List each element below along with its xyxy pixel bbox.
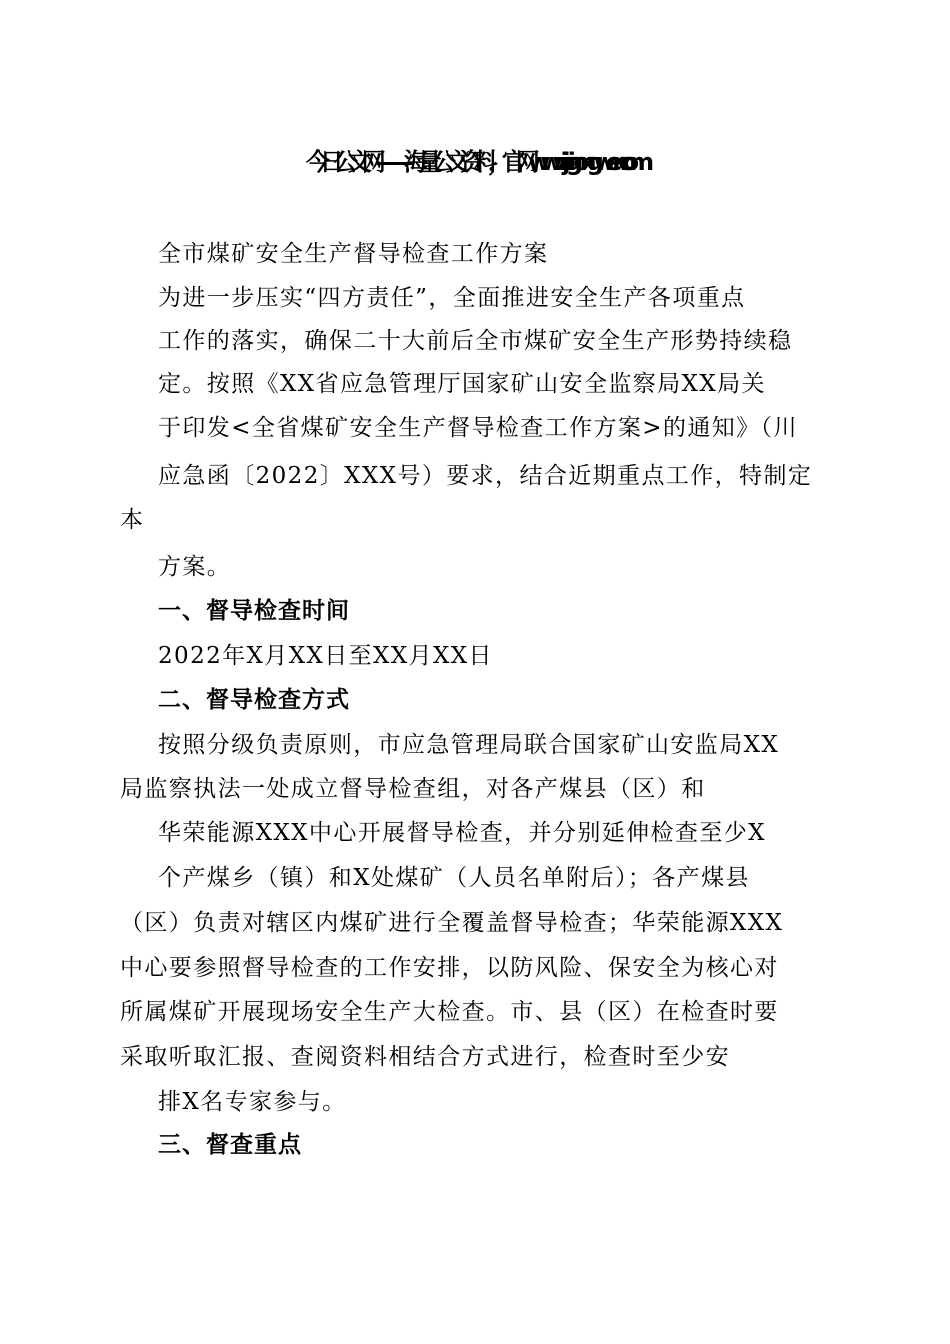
section-line: 采取听取汇报、查阅资料相结合方式进行，检查时至少安	[120, 1044, 730, 1070]
section-line: 个产煤乡（镇）和X处煤矿（人员名单附后）；各产煤县	[158, 865, 750, 891]
section-line: 华荣能源XXX中心开展督导检查，并分别延伸检查至少X	[158, 820, 766, 846]
section-line: 所属煤矿开展现场安全生产大检查。市、县（区）在检查时要	[120, 999, 779, 1025]
section-line: （区）负责对辖区内煤矿进行全覆盖督导检查；华荣能源XXX	[120, 910, 784, 936]
document-title: 全市煤矿安全生产督导检查工作方案	[158, 241, 549, 267]
section-line: 中心要参照督导检查的工作安排，以防风险、保安全为核心对	[120, 955, 779, 981]
intro-line: 定。按照《XX省应急管理厅国家矿山安全监察局XX局关	[158, 371, 766, 397]
intro-line: 应急函〔2022〕XXX号）要求，结合近期重点工作，特制定	[158, 463, 813, 489]
section-heading: 二、督导检查方式	[158, 687, 350, 713]
site-banner: 今日公文网——海量公文资料，官网 www.jinrigongwen.com	[305, 148, 645, 176]
intro-line: 工作的落实，确保二十大前后全市煤矿安全生产形势持续稳	[158, 328, 793, 354]
intro-line: 本	[120, 507, 145, 533]
section-line: 排X名专家参与。	[158, 1089, 347, 1115]
section-line: 局监察执法一处成立督导检查组，对各产煤县（区）和	[120, 776, 706, 802]
section-line: 按照分级负责原则，市应急管理局联合国家矿山安监局XX	[158, 732, 780, 758]
intro-line: 为进一步压实“四方责任”，全面推进安全生产各项重点	[158, 285, 746, 311]
intro-line: 于印发<全省煤矿安全生产督导检查工作方案>的通知》（川	[158, 415, 798, 441]
section-line: 2022年X月XX日至XX月XX日	[158, 643, 493, 669]
section-heading: 一、督导检查时间	[158, 598, 350, 624]
section-heading: 三、督查重点	[158, 1132, 302, 1158]
intro-line: 方案。	[158, 554, 232, 580]
